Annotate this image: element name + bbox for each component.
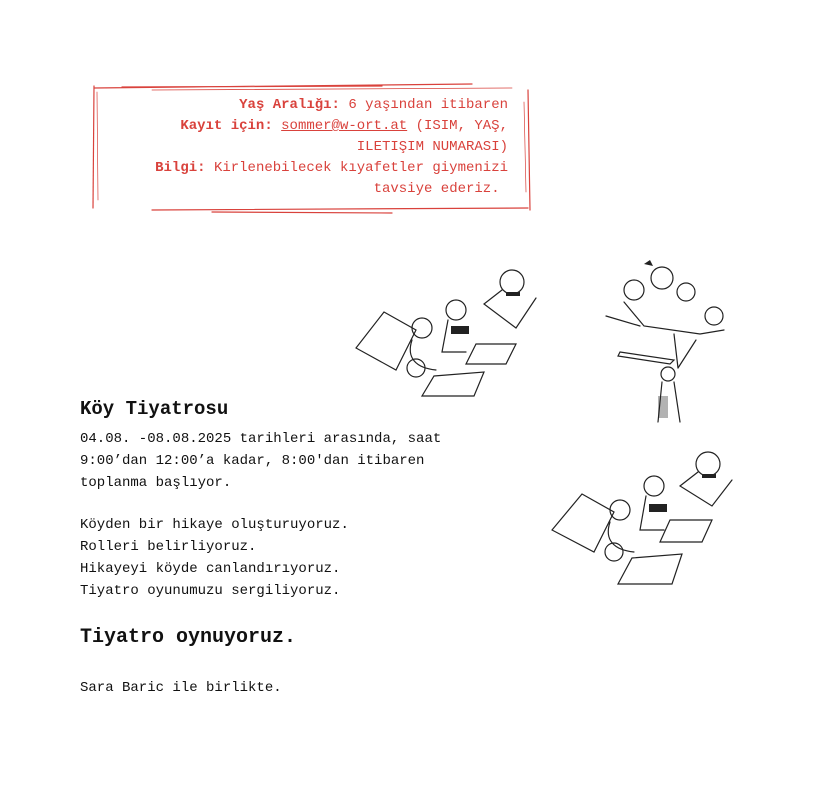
info-label: Bilgi: — [155, 160, 206, 176]
info-row-2: tavsiye ederiz. — [373, 181, 508, 197]
page-title: Köy Tiyatrosu — [80, 398, 229, 420]
info-lines — [155, 95, 508, 200]
age-label: Yaş Aralığı: — [239, 97, 340, 113]
activity-paragraph — [80, 514, 349, 602]
register-value: (ISIM, YAŞ, — [407, 118, 508, 134]
schedule-line: 04.08. -08.08.2025 tarihleri arasında, saat — [80, 431, 442, 447]
email-link[interactable]: sommer@w-ort.at — [281, 118, 408, 134]
children-drawing-sketch-icon — [356, 268, 546, 398]
credit-line: Sara Baric ile birlikte. — [80, 680, 282, 696]
subtitle: Tiyatro oynuyoruz. — [80, 626, 297, 649]
schedule-paragraph — [80, 428, 441, 494]
activity-line: Köyden bir hikaye oluşturuyoruz. — [80, 517, 349, 533]
register-label: Kayıt için: — [180, 118, 273, 134]
info-value: Kirlenebilecek kıyafetler giymenizi — [205, 160, 508, 176]
schedule-line: toplanma başlıyor. — [80, 475, 232, 491]
children-tree-sketch-icon — [604, 256, 744, 424]
activity-line: Tiyatro oyunumuzu sergiliyoruz. — [80, 583, 341, 599]
activity-line: Hikayeyi köyde canlandırıyoruz. — [80, 561, 341, 577]
age-value: 6 yaşından itibaren — [339, 97, 508, 113]
children-drawing-sketch-icon — [552, 450, 742, 588]
register-row-2: ILETIŞIM NUMARASI) — [356, 139, 508, 155]
register-row — [155, 116, 508, 137]
info-row — [155, 158, 508, 179]
activity-line: Rolleri belirliyoruz. — [80, 539, 257, 555]
info-box — [92, 82, 532, 212]
children-drawing-sketch-top — [356, 268, 546, 403]
children-tree-sketch — [604, 256, 744, 429]
age-row — [155, 95, 508, 116]
schedule-line: 9:00’dan 12:00’a kadar, 8:00'dan itibaren — [80, 453, 425, 469]
children-drawing-sketch-bottom — [552, 450, 742, 593]
